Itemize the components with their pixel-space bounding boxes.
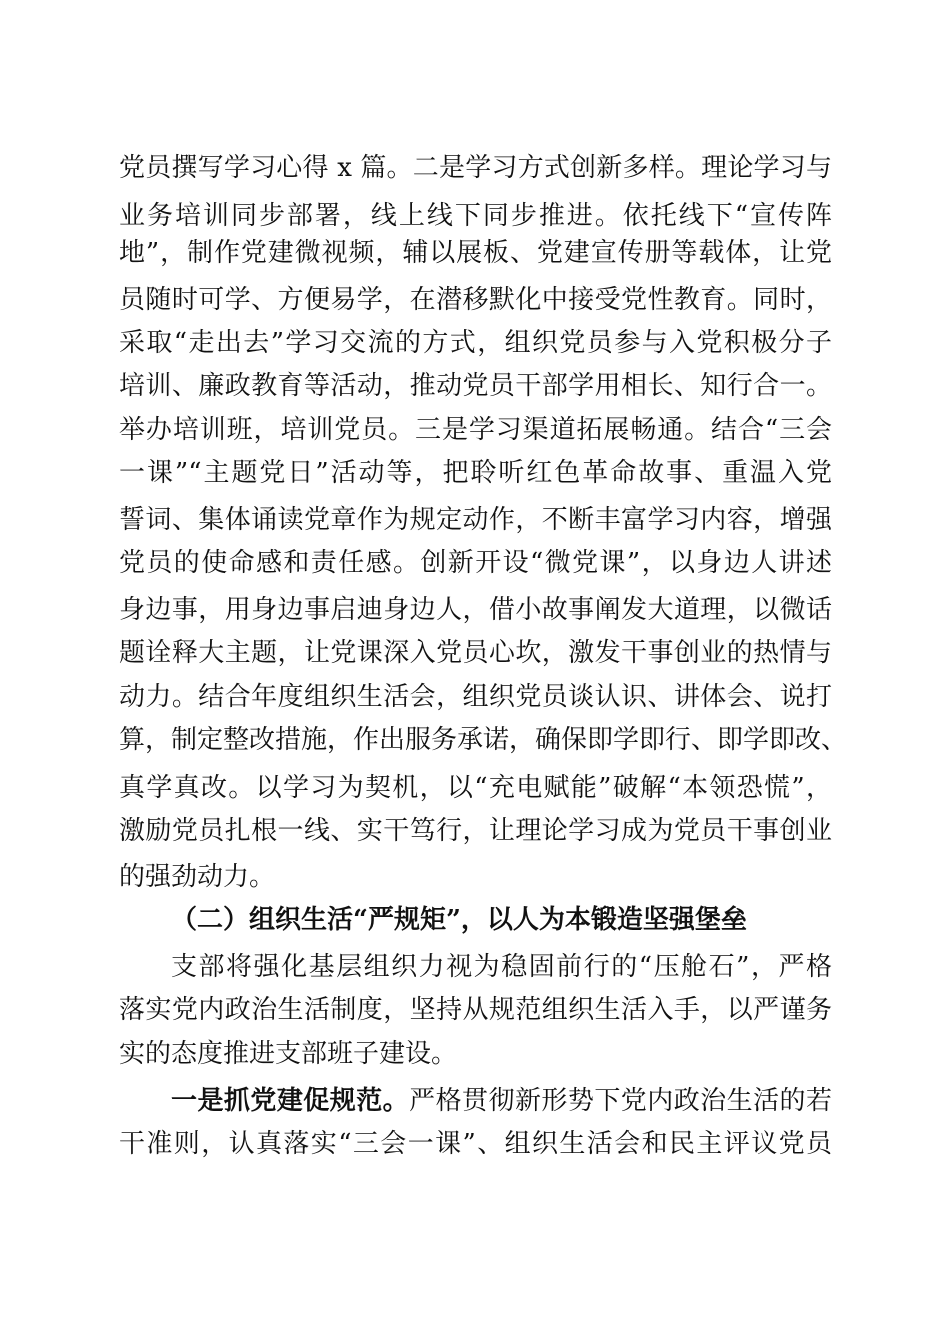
paragraph-1-line: 采取“走出去”学习交流的方式，组织党员参与入党积极分子: [119, 328, 832, 358]
paragraph-1-line: 算，制定整改措施，作出服务承诺，确保即学即行、即学即改、: [119, 725, 848, 755]
paragraph-1-line: 员随时可学、方便易学，在潜移默化中接受党性教育。同时，: [119, 285, 832, 315]
paragraph-3-line-1-rest: 严格贯彻新形势下党内政治生活的若: [409, 1086, 832, 1116]
paragraph-1-line: 一课”“主题党日”活动等，把聆听红色革命故事、重温入党: [119, 458, 832, 488]
paragraph-1-line: 党员撰写学习心得 x 篇。二是学习方式创新多样。理论学习与: [119, 153, 832, 183]
paragraph-1-line: 的强劲动力。: [119, 862, 276, 892]
paragraph-1-line: 动力。结合年度组织生活会，组织党员谈认识、讲体会、说打: [119, 682, 832, 712]
paragraph-1-line: 身边事，用身边事启迪身边人，借小故事阐发大道理，以微话: [119, 595, 832, 625]
paragraph-2-line: 实的态度推进支部班子建设。: [119, 1039, 458, 1069]
paragraph-3-line: 干准则，认真落实“三会一课”、组织生活会和民主评议党员: [119, 1129, 832, 1159]
paragraph-1-line: 地”，制作党建微视频，辅以展板、党建宣传册等载体，让党: [119, 238, 832, 268]
paragraph-3-lead: 一是抓党建促规范。: [171, 1086, 410, 1116]
paragraph-1-line: 真学真改。以学习为契机，以“充电赋能”破解“本领恐慌”，: [119, 773, 832, 803]
paragraph-3-line: [171, 1083, 832, 1119]
paragraph-1-line: 誓词、集体诵读党章作为规定动作，不断丰富学习内容，增强: [119, 505, 832, 535]
section-heading: （二）组织生活“严规矩”，以人为本锻造坚强堡垒: [171, 905, 747, 935]
paragraph-1-line: 题诠释大主题，让党课深入党员心坎，激发干事创业的热情与: [119, 638, 832, 668]
paragraph-1-line: 培训、廉政教育等活动，推动党员干部学用相长、知行合一。: [119, 371, 832, 401]
paragraph-2-line: 支部将强化基层组织力视为稳固前行的“压舱石”，严格: [171, 952, 832, 982]
paragraph-2-line: 落实党内政治生活制度，坚持从规范组织生活入手，以严谨务: [119, 995, 832, 1025]
paragraph-1-line: 业务培训同步部署，线上线下同步推进。依托线下“宣传阵: [119, 201, 832, 231]
paragraph-1-line: 党员的使命感和责任感。创新开设“微党课”，以身边人讲述: [119, 548, 832, 578]
paragraph-1-line: 举办培训班，培训党员。三是学习渠道拓展畅通。结合“三会: [119, 415, 832, 445]
paragraph-1-line: 激励党员扎根一线、实干笃行，让理论学习成为党员干事创业: [119, 816, 832, 846]
